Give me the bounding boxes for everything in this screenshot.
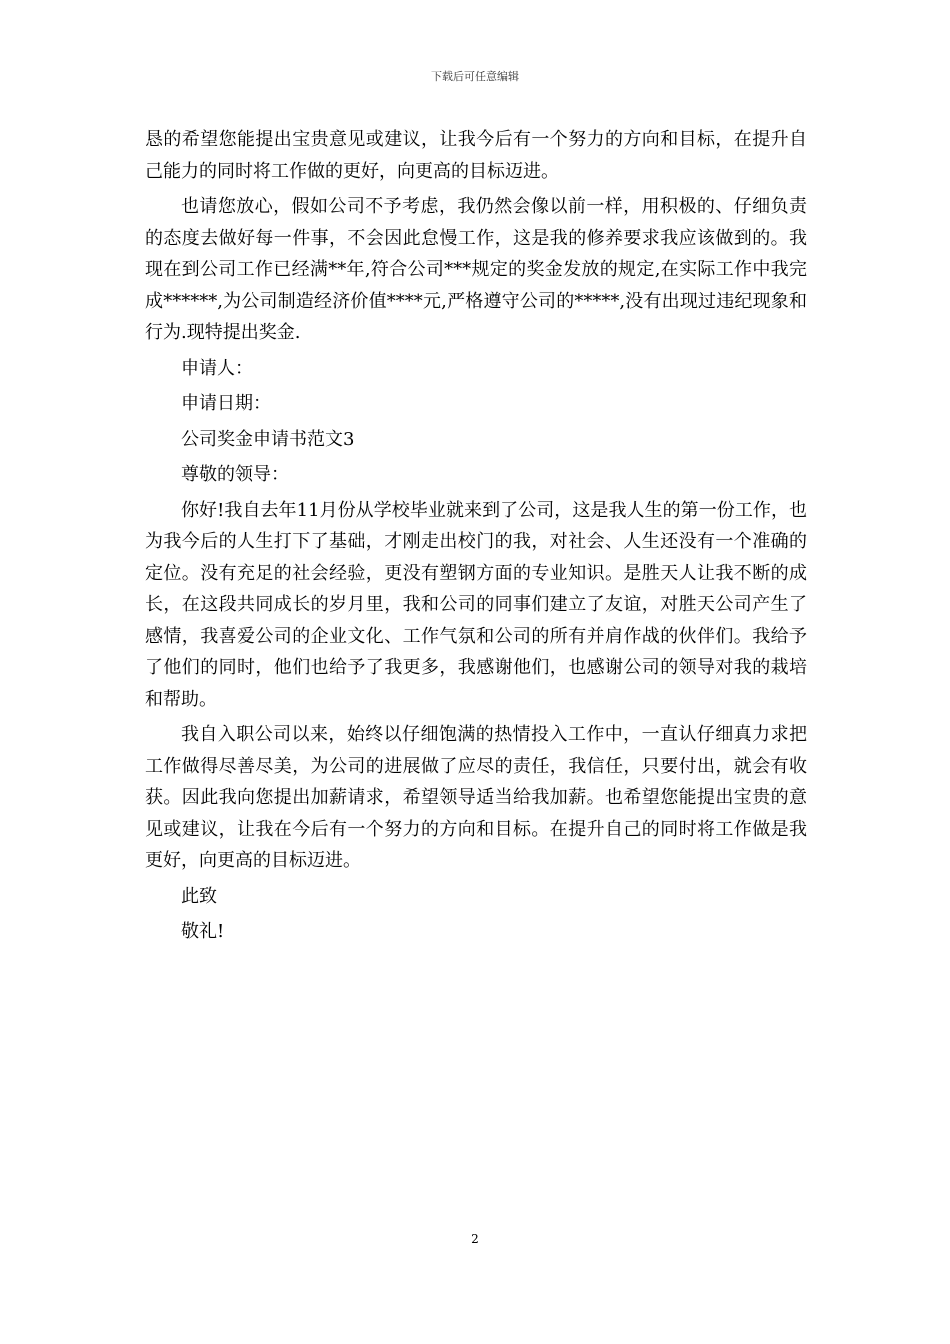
- closing-line: 此致: [181, 885, 217, 907]
- document-body: [145, 124, 807, 948]
- application-date-label: 申请日期：: [181, 393, 271, 414]
- paragraph-continuation: 恳的希望您能提出宝贵意见或建议，让我今后有一个努力的方向和目标，在提升自己能力的同时将工作做的更好，向更高的目标迈进。: [145, 129, 807, 182]
- closing-regards: 敬礼!: [181, 921, 225, 942]
- page-number: 2: [471, 1232, 479, 1246]
- salutation: 尊敬的领导：: [181, 464, 289, 485]
- applicant-label: 申请人：: [181, 357, 253, 379]
- section-title: 公司奖金申请书范文3: [181, 428, 355, 450]
- paragraph-request: 我自入职公司以来，始终以仔细饱满的热情投入工作中，一直认仔细真力求把工作做得尽善尽美，为公司的进展做了应尽的责任，我信任，只要付出，就会有收获。因此我向您提出加薪请求，希望领导适当给我加薪。也希望您能提出宝贵的意见或建议，让我在今后有一个努力的方向和目标。在提升自己的同时将工作做是我更好，向更高的目标迈进。: [145, 724, 807, 871]
- paragraph-reassurance: 也请您放心，假如公司不予考虑，我仍然会像以前一样，用积极的、仔细负责的态度去做好每一件事，不会因此怠慢工作，这是我的修养要求我应该做到的。我现在到公司工作已经满**年,符合公司***规定的奖金发放的规定,在实际工作中我完成******,为公司制造经济价值****元,严格遵守公司的*****,没有出现过违纪现象和行为.现特提出奖金.: [145, 196, 807, 343]
- paragraph-introduction: 你好!我自去年11月份从学校毕业就来到了公司，这是我人生的第一份工作，也为我今后的人生打下了基础，才刚走出校门的我，对社会、人生还没有一个准确的定位。没有充足的社会经验，更没有塑钢方面的专业知识。是胜天人让我不断的成长，在这段共同成长的岁月里，我和公司的同事们建立了友谊，对胜天公司产生了感情，我喜爱公司的企业文化、工作气氛和公司的所有并肩作战的伙伴们。我给予了他们的同时，他们也给予了我更多，我感谢他们，也感谢公司的领导对我的栽培和帮助。: [145, 499, 807, 710]
- page-header: 下载后可任意编辑: [431, 70, 519, 83]
